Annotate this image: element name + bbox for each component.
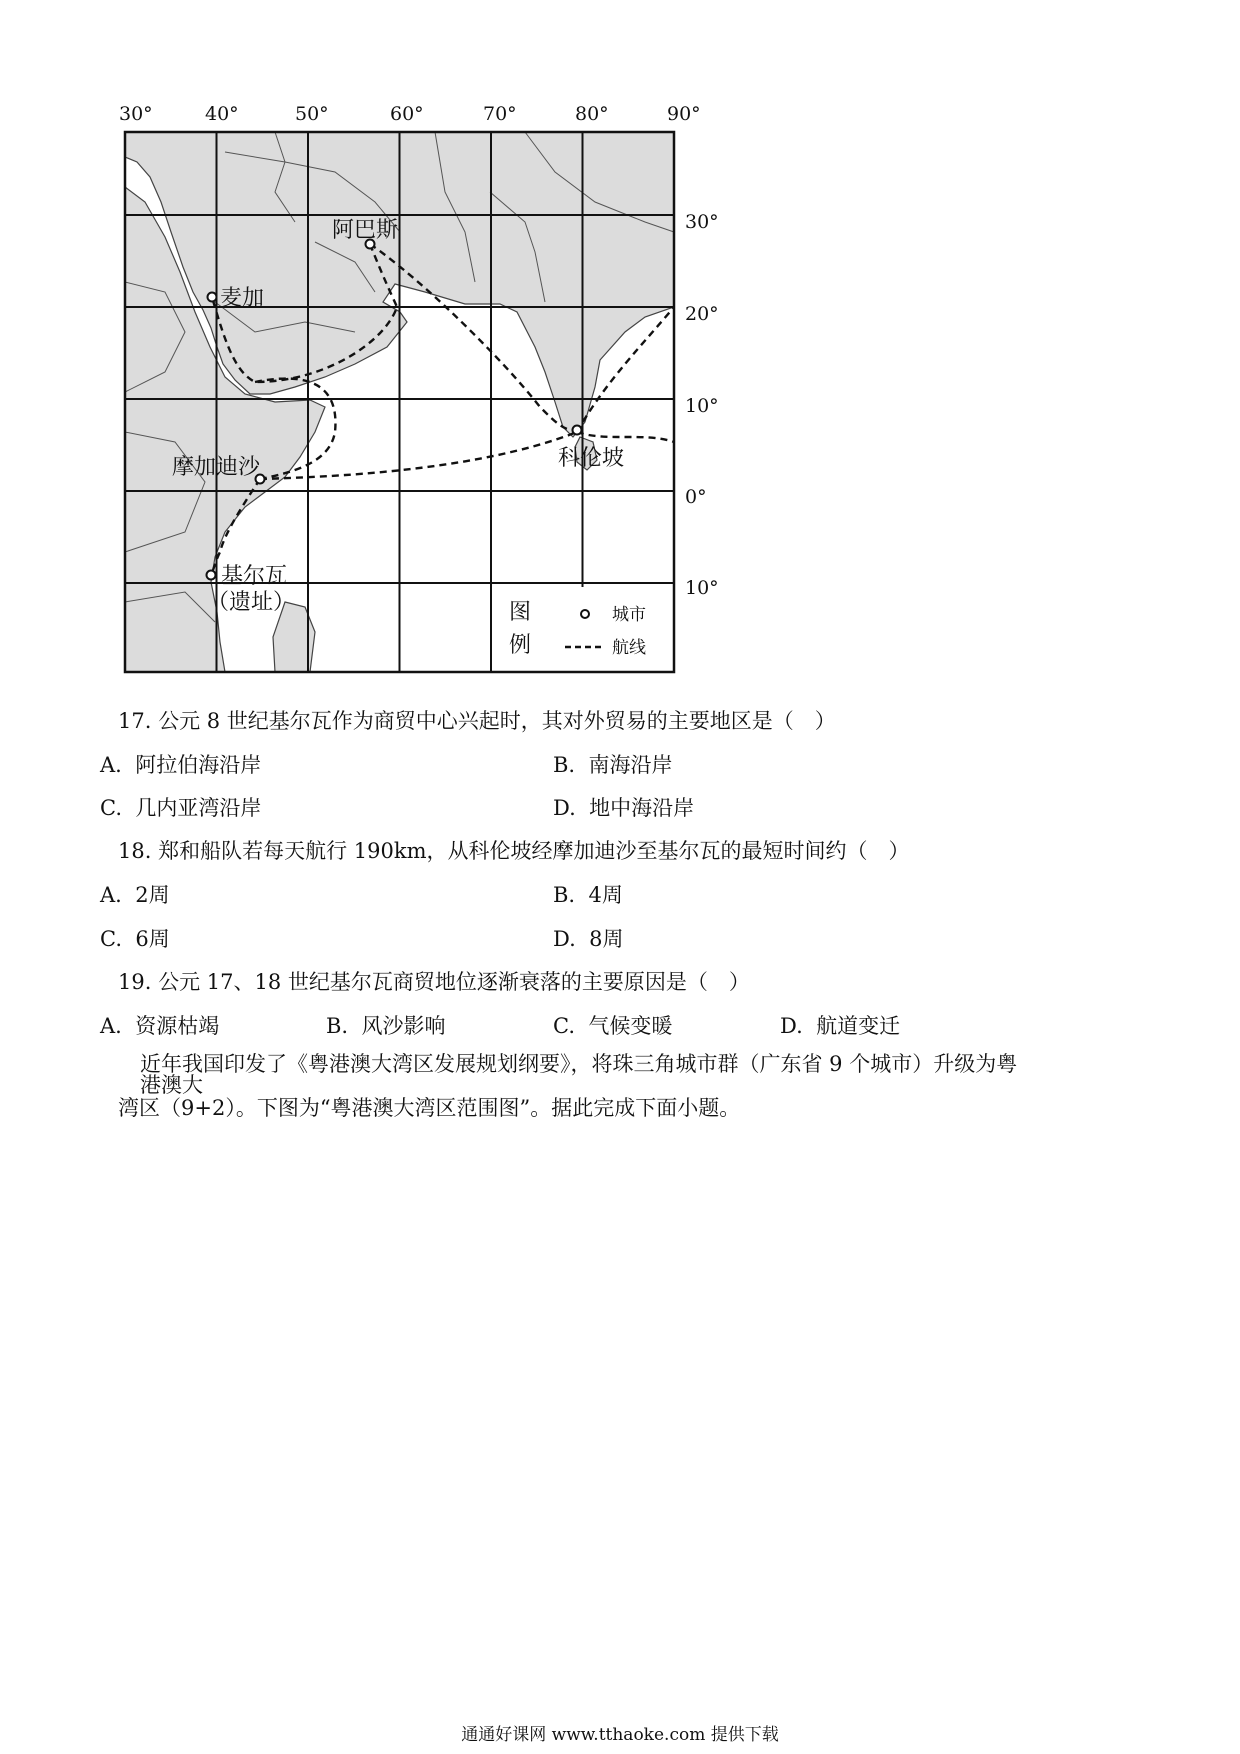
- passage-line-1: 近年我国印发了《粤港澳大湾区发展规划纲要》，将珠三角城市群（广东省 9 个城市）升级为粤港澳大: [140, 1052, 1018, 1097]
- legend-city-symbol: [581, 610, 589, 618]
- question-17-option-a: [100, 749, 261, 779]
- option-key: D.: [553, 927, 576, 951]
- question-19-stem: [118, 966, 750, 996]
- option-key: B.: [553, 753, 576, 777]
- lat-tick-30n: 30°: [685, 211, 719, 233]
- option-text: 6周: [135, 927, 170, 951]
- question-19-option-c: [553, 1010, 672, 1040]
- question-19-option-b: [326, 1010, 445, 1040]
- option-text: 8周: [589, 927, 624, 951]
- city-label-mogadishu: 摩加迪沙: [172, 455, 261, 480]
- city-label-colombo: 科伦坡: [558, 446, 625, 471]
- question-18-text: 郑和船队若每天航行 190km，从科伦坡经摩加迪沙至基尔瓦的最短时间约（ ）: [158, 839, 910, 863]
- city-label-abbas: 阿巴斯: [332, 218, 399, 243]
- option-text: 2周: [135, 883, 170, 907]
- city-label-kilwa-ruins: （遗址）: [207, 590, 296, 615]
- option-key: B.: [553, 883, 576, 907]
- indian-ocean-route-map: [119, 103, 765, 690]
- passage-line-2: 湾区（9+2）。下图为“粤港澳大湾区范围图”。据此完成下面小题。: [118, 1096, 741, 1120]
- question-19-text: 公元 17、18 世纪基尔瓦商贸地位逐渐衰落的主要原因是（ ）: [158, 970, 750, 994]
- option-key: C.: [553, 1014, 575, 1038]
- option-text: 几内亚湾沿岸: [135, 796, 262, 820]
- lon-tick-80: 80°: [575, 103, 609, 125]
- option-text: 航道变迁: [816, 1014, 901, 1038]
- option-key: B.: [326, 1014, 349, 1038]
- lon-tick-50: 50°: [295, 103, 329, 125]
- option-key: A.: [100, 1014, 122, 1038]
- question-18-option-d: [553, 923, 624, 953]
- question-18-option-b: [553, 879, 623, 909]
- legend-city-label: 城市: [612, 605, 646, 625]
- question-19-option-d: [780, 1010, 900, 1040]
- lon-tick-90: 90°: [667, 103, 701, 125]
- option-text: 资源枯竭: [135, 1014, 220, 1038]
- legend-title-2: 例: [509, 633, 532, 658]
- question-18-option-a: [100, 879, 170, 909]
- option-text: 南海沿岸: [588, 753, 673, 777]
- option-key: D.: [553, 796, 576, 820]
- page-footer: 通通好课网 www.tthaoke.com 提供下载: [461, 1725, 779, 1745]
- option-text: 气候变暖: [588, 1014, 673, 1038]
- lat-tick-10n: 10°: [685, 395, 719, 417]
- option-key: C.: [100, 927, 122, 951]
- question-17-option-b: [553, 749, 672, 779]
- lat-tick-20n: 20°: [685, 303, 719, 325]
- question-17-option-d: [553, 792, 694, 822]
- lat-tick-0: 0°: [685, 486, 707, 508]
- lon-tick-40: 40°: [205, 103, 239, 125]
- question-19-number: 19.: [118, 970, 152, 994]
- legend-route-label: 航线: [612, 638, 646, 658]
- lat-tick-10s: 10°: [685, 577, 719, 599]
- legend-title-1: 图: [509, 600, 532, 625]
- question-17-number: 17.: [118, 709, 152, 733]
- question-18-option-c: [100, 923, 170, 953]
- option-key: C.: [100, 796, 122, 820]
- city-label-mecca: 麦加: [220, 286, 265, 311]
- question-18-stem: [118, 835, 910, 865]
- option-key: A.: [100, 883, 122, 907]
- option-key: A.: [100, 753, 122, 777]
- question-17-stem: [118, 705, 836, 735]
- lon-tick-60: 60°: [390, 103, 424, 125]
- option-text: 4周: [588, 883, 623, 907]
- option-text: 地中海沿岸: [589, 796, 695, 820]
- question-19-option-a: [100, 1010, 219, 1040]
- question-17-text: 公元 8 世纪基尔瓦作为商贸中心兴起时，其对外贸易的主要地区是（ ）: [158, 709, 836, 733]
- lon-tick-70: 70°: [483, 103, 517, 125]
- option-text: 风沙影响: [361, 1014, 446, 1038]
- option-key: D.: [780, 1014, 803, 1038]
- map-legend: [493, 587, 673, 671]
- option-text: 阿拉伯海沿岸: [135, 753, 262, 777]
- question-18-number: 18.: [118, 839, 152, 863]
- lon-tick-30: 30°: [119, 103, 153, 125]
- city-label-kilwa: 基尔瓦: [221, 564, 288, 589]
- question-17-option-c: [100, 792, 261, 822]
